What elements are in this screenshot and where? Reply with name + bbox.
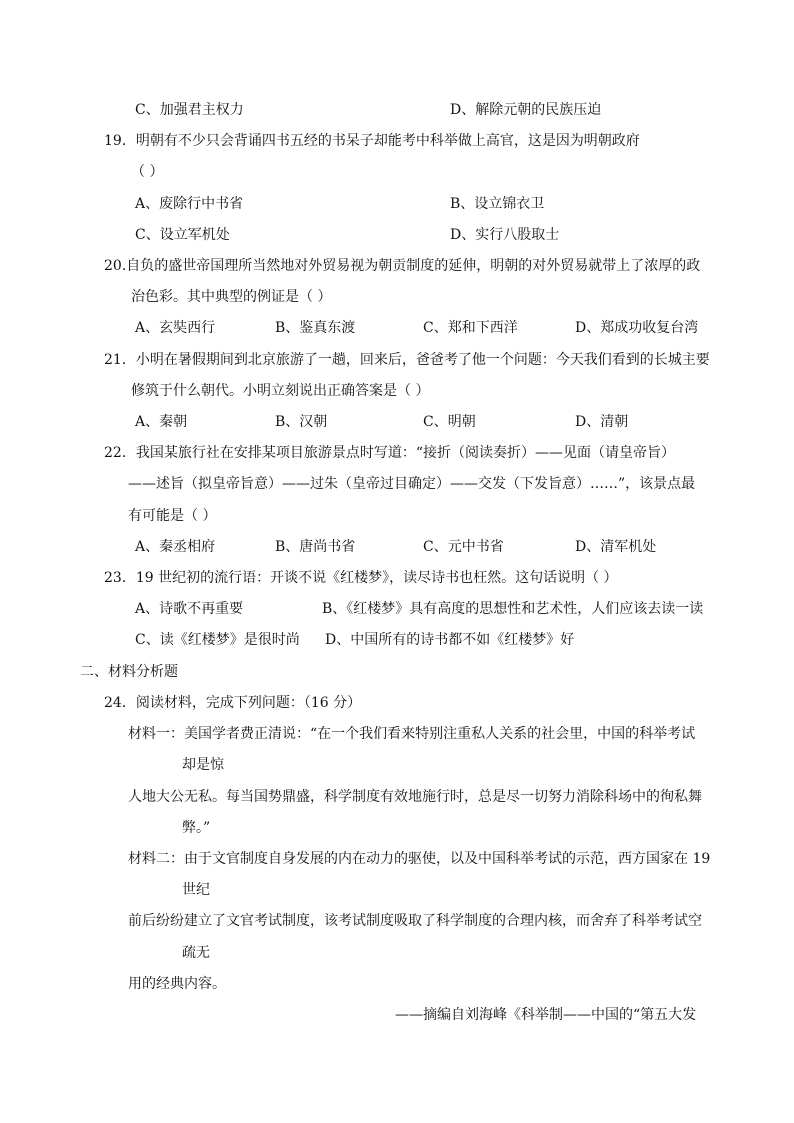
- q19-option-b: B、设立锦衣卫: [450, 196, 545, 212]
- q22-option-a: A、秦丞相府: [135, 539, 216, 555]
- material2-line2: 世纪: [182, 882, 210, 898]
- q22-stem-line3: 有可能是（ ）: [128, 508, 217, 524]
- q20-stem-line2: 治色彩。其中典型的例证是（ ）: [131, 289, 332, 305]
- material1-line3: 人地大公无私。每当国势鼎盛，科学制度有效地施行时，总是尽一切努力消除科场中的徇私舞: [128, 789, 702, 805]
- q23-stem-line1: 23．19 世纪初的流行语：开谈不说《红楼梦》，读尽诗书也枉然。这句话说明（ ）: [104, 570, 618, 586]
- q20-option-a: A、玄奘西行: [135, 320, 216, 336]
- material1-line4: 弊。”: [182, 820, 211, 836]
- q19-stem-line1: 19．明朝有不少只会背诵四书五经的书呆子却能考中科举做上高官，这是因为明朝政府: [104, 133, 640, 149]
- q21-stem-line2: 修筑于什么朝代。小明立刻说出正确答案是（ ）: [131, 383, 430, 399]
- q22-stem-line1: 22．我国某旅行社在安排某项目旅游景点时写道：“接折（阅读奏折）——见面（请皇帝旨）: [104, 445, 675, 461]
- q24-stem: 24．阅读材料，完成下列问题：（16 分）: [104, 695, 362, 711]
- q18-option-c: C、加强君主权力: [135, 102, 244, 118]
- q20-option-c: C、郑和下西洋: [423, 320, 518, 336]
- q21-option-a: A、秦朝: [135, 414, 188, 430]
- material1-line2: 却是惊: [182, 757, 224, 773]
- material2-line4: 疏无: [182, 945, 210, 961]
- q19-option-c: C、设立军机处: [135, 227, 230, 243]
- q23-option-d: D、中国所有的诗书都不如《红楼梦》好: [325, 632, 575, 648]
- q21-option-d: D、清朝: [575, 414, 629, 430]
- q20-option-d: D、郑成功收复台湾: [575, 320, 699, 336]
- q20-option-b: B、鉴真东渡: [275, 320, 356, 336]
- q21-stem-line1: 21．小明在暑假期间到北京旅游了一趟，回来后，爸爸考了他一个问题：今天我们看到的长城主要: [104, 352, 710, 368]
- q22-option-b: B、唐尚书省: [275, 539, 356, 555]
- material1-line1: 材料一：美国学者费正清说：“在一个我们看来特别注重私人关系的社会里，中国的科举考试: [128, 726, 696, 742]
- q18-option-d: D、解除元朝的民族压迫: [450, 102, 602, 118]
- q22-stem-line2: ——述旨（拟皇帝旨意）——过朱（皇帝过目确定）——交发（下发旨意）……”，该景点最: [128, 476, 696, 492]
- q22-option-c: C、元中书省: [423, 539, 504, 555]
- q21-option-c: C、明朝: [423, 414, 476, 430]
- q19-option-d: D、实行八股取士: [450, 227, 560, 243]
- q21-option-b: B、汉朝: [275, 414, 328, 430]
- source-citation: ——摘编自刘海峰《科举制——中国的“第五大发: [395, 1007, 697, 1023]
- q23-option-c: C、读《红楼梦》是很时尚: [135, 632, 300, 648]
- material2-line1: 材料二：由于文官制度自身发展的内在动力的驱使，以及中国科举考试的示范，西方国家在 19: [128, 851, 711, 867]
- q19-option-a: A、废除行中书省: [135, 196, 244, 212]
- section-title: 二、材料分析题: [80, 664, 178, 680]
- q22-option-d: D、清军机处: [575, 539, 657, 555]
- q20-stem-line1: 20.自负的盛世帝国理所当然地对外贸易视为朝贡制度的延伸，明朝的对外贸易就带上了浓厚的政: [104, 258, 701, 274]
- material2-line3: 前后纷纷建立了文官考试制度，该考试制度吸取了科学制度的合理内核，而舍弃了科举考试空: [128, 913, 702, 929]
- q23-option-b: B、《红楼梦》具有高度的思想性和艺术性，人们应该去读一读: [322, 601, 704, 617]
- q19-stem-line2: （ ）: [131, 164, 164, 180]
- material2-line5: 用的经典内容。: [128, 976, 226, 992]
- q23-option-a: A、诗歌不再重要: [135, 601, 244, 617]
